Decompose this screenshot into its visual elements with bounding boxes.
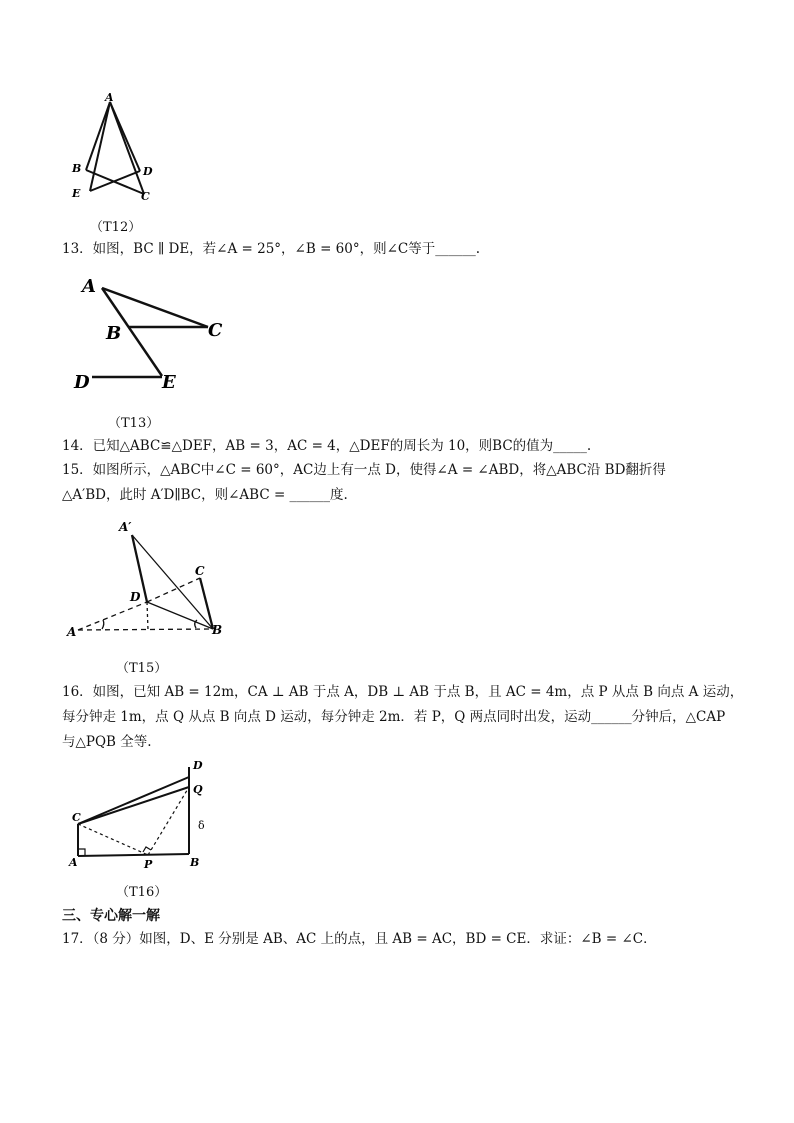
label-a: A [67,625,77,639]
question-15-line-2: △A′BD，此时 A′D∥BC，则∠ABC = ______度. [62,487,348,503]
label-q: Q [193,783,203,796]
label-p: P [144,858,153,871]
question-17: 17．（8 分）如图，D、E 分别是 AB、AC 上的点，且 AB = AC，BD = CE．求证：∠B = ∠C． [62,931,657,947]
label-b: B [72,162,82,175]
label-e: E [72,187,81,200]
caption-t13: （T13） [108,416,160,431]
figure-t12 [60,90,160,205]
label-d: D [143,165,153,178]
question-15-line-1: 15．如图所示，△ABC中∠C = 60°，AC边上有一点 D，使得∠A = ∠ABD，将△ABC沿 BD翻折得 [62,462,666,478]
label-a-prime: A′ [119,520,132,534]
section-heading: 三、专心解一解 [62,908,160,924]
label-d: D [130,590,141,604]
label-b: B [106,323,122,344]
label-b: B [212,623,223,637]
figure-t16 [62,755,222,875]
label-c: C [208,320,223,341]
question-13: 13．如图，BC ∥ DE，若∠A = 25°，∠B = 60°，则∠C等于______. [62,241,481,257]
question-16-line-1: 16．如图，已知 AB = 12m，CA ⊥ AB 于点 A，DB ⊥ AB 于点 B，且 AC = 4m，点 P 从点 B 向点 A 运动， [62,684,744,700]
caption-t16: （T16） [116,885,168,900]
label-a: A [82,276,96,297]
question-16-line-2: 每分钟走 1m，点 Q 从点 B 向点 D 运动，每分钟走 2m．若 P，Q 两点同时出发，运动______分钟后，△CAP [62,709,726,725]
label-d: D [193,759,203,772]
label-a: A [105,91,114,104]
label-a: A [69,856,78,869]
question-14: 14．已知△ABC≌△DEF，AB = 3，AC = 4，△DEF的周长为 10，则BC的值为_____. [62,438,592,454]
label-b: B [190,856,200,869]
label-d: D [74,372,90,393]
label-c: C [72,811,81,824]
label-c: C [141,190,150,203]
figure-t15 [62,515,237,645]
svg-text:δ: δ [198,819,205,832]
label-c: C [195,564,205,578]
caption-t15: （T15） [116,661,168,676]
question-16-line-3: 与△PQB 全等. [62,734,152,750]
figure-t13 [70,272,240,397]
label-e: E [162,372,176,393]
caption-t12: （T12） [90,220,142,235]
